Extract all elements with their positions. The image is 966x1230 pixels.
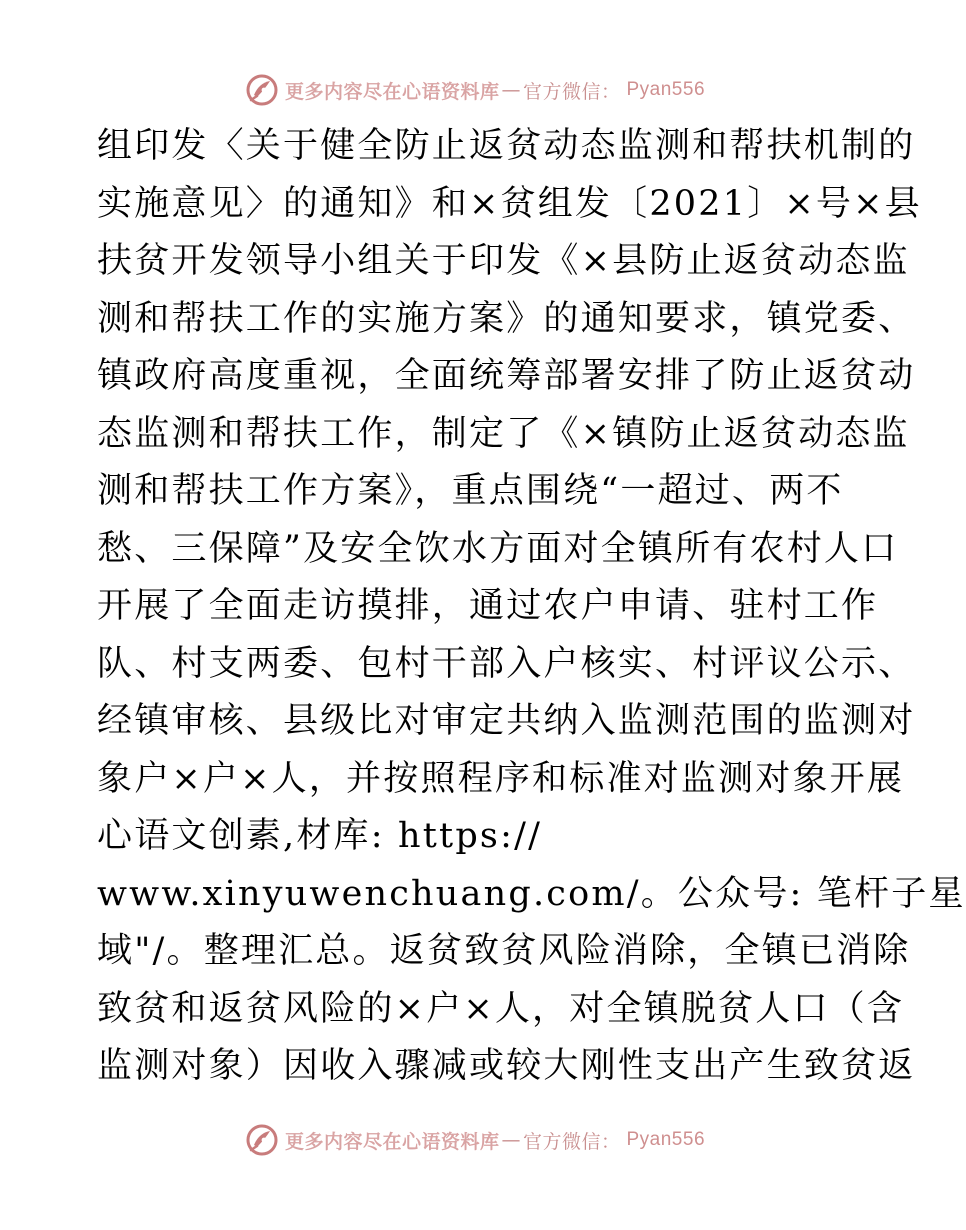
header-watermark: [0, 72, 950, 108]
footer-brand-text: 更多内容尽在心语资料库: [284, 1130, 500, 1153]
header-dash: —: [501, 79, 521, 101]
text-line-11: 经镇审核、县级比对审定共纳入监测范围的监测对: [97, 701, 916, 741]
footer-watermark: [0, 1122, 950, 1158]
text-line-9: 开展了全面走访摸排，通过农户申请、驻村工作: [97, 586, 879, 626]
text-line-12: 象户×户×人，并按照程序和标准对监测对象开展: [97, 758, 905, 799]
footer-wechat-label: 官方微信：: [522, 1130, 621, 1153]
text-line-10: 队、村支两委、包村干部入户核实、村评议公示、: [97, 643, 916, 684]
text-line-3: 扶贫开发领导小组关于印发《×县防止返贫动态监: [97, 241, 910, 281]
text-line-2: 实施意见〉的通知》和×贫组发〔2021〕×号×县: [97, 183, 922, 224]
text-line-14: www.xinyuwenchuang.com/。公众号: 笔杆子星: [97, 873, 966, 914]
footer-dash: —: [501, 1129, 521, 1151]
text-line-4: 测和帮扶工作的实施方案》的通知要求，镇党委、: [97, 298, 916, 339]
text-line-17: 监测对象）因收入骤减或较大刚性支出产生致贫返: [97, 1046, 916, 1086]
text-line-13: 心语文创素,材库: https://: [97, 816, 543, 856]
text-line-1: 组印发〈关于健全防止返贫动态监测和帮扶机制的: [97, 126, 916, 166]
brand-logo-icon: [245, 73, 279, 107]
text-line-16: 致贫和返贫风险的×户×人，对全镇脱贫人口（含: [97, 988, 905, 1029]
text-line-15: 域"/。整理汇总。返贫致贫风险消除，全镇已消除: [97, 931, 911, 971]
footer-wechat-id: Pyan556: [626, 1129, 706, 1150]
footer-watermark-text: [285, 1127, 705, 1154]
header-brand-text: 更多内容尽在心语资料库: [284, 80, 500, 103]
header-wechat-id: Pyan556: [626, 79, 706, 100]
text-line-8: 愁、三保障”及安全饮水方面对全镇所有农村人口: [97, 528, 899, 569]
text-line-5: 镇政府高度重视，全面统筹部署安排了防止返贫动: [97, 356, 916, 396]
body-text: [97, 118, 966, 1096]
brand-logo-icon: [245, 1123, 279, 1157]
text-line-7: 测和帮扶工作方案》，重点围绕“一超过、两不: [97, 471, 844, 511]
text-line-6: 态监测和帮扶工作，制定了《×镇防止返贫动态监: [97, 413, 910, 454]
header-wechat-label: 官方微信：: [522, 80, 621, 103]
header-watermark-text: [285, 77, 705, 104]
